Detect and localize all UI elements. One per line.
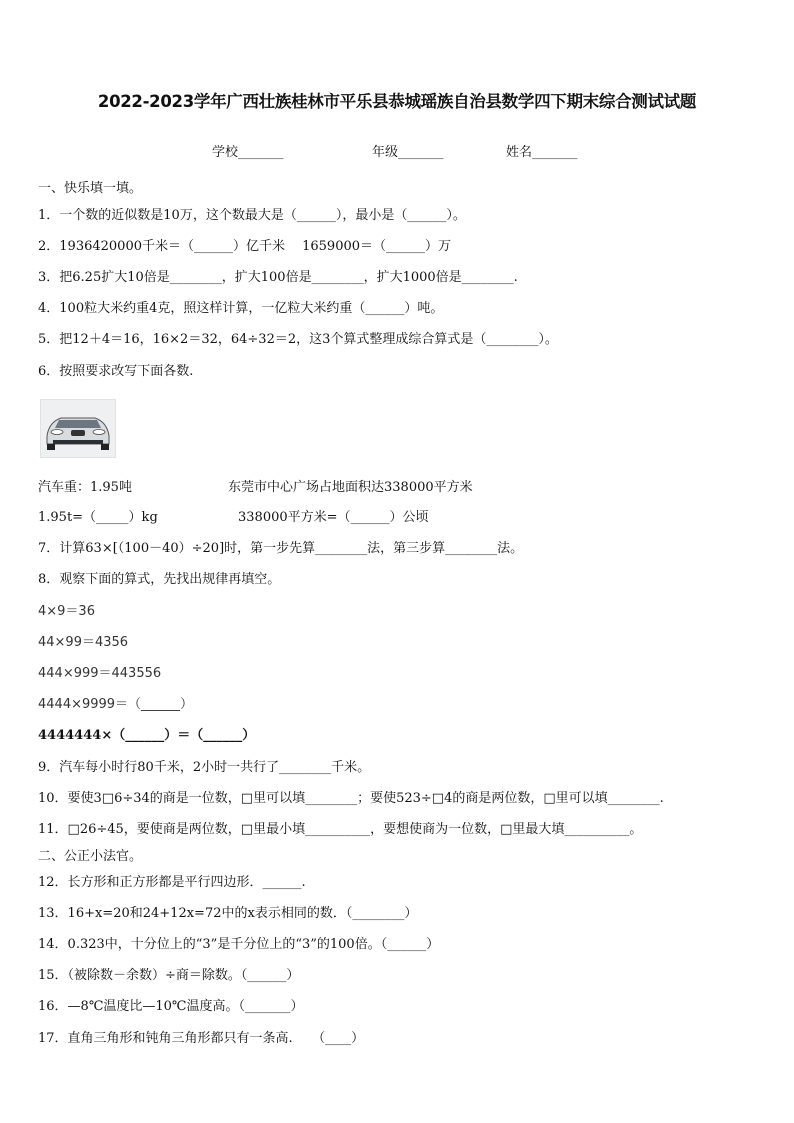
square-area-label: 东莞市中心广场占地面积达338000平方米 (228, 480, 473, 495)
pattern-equation-1: 4×9＝36 (38, 604, 95, 619)
question-14: 14．0.323中，十分位上的“3”是千分位上的“3”的100倍。（______） (38, 937, 440, 952)
car-photo (40, 399, 116, 458)
question-13: 13．16+x=20和24+12x=72中的x表示相同的数．（________） (38, 906, 418, 921)
question-17: 17．直角三角形和钝角三角形都只有一条高. （____） (38, 1031, 365, 1046)
pattern-equation-2: 44×99＝4356 (38, 635, 129, 650)
section-heading-judge: 二、公正小法官。 (38, 849, 143, 864)
question-9: 9．汽车每小时行80千米，2小时一共行了________千米。 (38, 760, 371, 775)
question-5: 5．把12＋4＝16，16×2＝32，64÷32＝2，这3个算式整理成综合算式是（________）。 (38, 332, 558, 347)
question-7: 7．计算63×[（100－40）÷20]时，第一步先算________法，第三步算________法。 (38, 541, 524, 556)
car-weight-label: 汽车重：1.95吨 (38, 480, 132, 495)
pattern-equation-3: 444×999＝443556 (38, 666, 162, 681)
area-conversion: 338000平方米=（______）公顷 (238, 510, 429, 525)
question-16: 16．—8℃温度比—10℃温度高。（_______） (38, 999, 304, 1014)
pattern-equation-4: 4444×9999＝（______） (38, 697, 194, 712)
name-field[interactable]: 姓名_______ (506, 145, 578, 160)
question-2: 2．1936420000千米＝（______）亿千米 1659000＝（______）万 (38, 239, 452, 254)
page-title: 2022-2023学年广西壮族桂林市平乐县恭城瑶族自治县数学四下期末综合测试试题 (97, 92, 697, 111)
school-field[interactable]: 学校_______ (212, 145, 284, 160)
grade-field[interactable]: 年级_______ (372, 145, 444, 160)
question-11: 11．□26÷45，要使商是两位数，□里最小填__________，要想使商为一位数，□里最大填__________。 (38, 822, 643, 837)
question-15: 15．（被除数－余数）÷商＝除数。（______） (38, 968, 300, 983)
question-8: 8．观察下面的算式，先找出规律再填空。 (38, 572, 281, 587)
section-heading-fill: 一、快乐填一填。 (38, 181, 143, 196)
question-10: 10．要使3□6÷34的商是一位数，□里可以填________；要使523÷□4的商是两位数，□里可以填________. (38, 791, 664, 806)
question-4: 4．100粒大米约重4克，照这样计算，一亿粒大米约重（______）吨。 (38, 301, 444, 316)
question-3: 3．把6.25扩大10倍是________，扩大100倍是________，扩大1000倍是________. (38, 270, 518, 285)
question-1: 1．一个数的近似数是10万，这个数最大是（______），最小是（______）。 (38, 208, 466, 223)
question-12: 12．长方形和正方形都是平行四边形．______. (38, 875, 306, 890)
pattern-equation-5: 4444444×（______）＝（______） (38, 728, 256, 743)
weight-conversion: 1.95t=（_____）kg (38, 510, 158, 525)
question-6: 6．按照要求改写下面各数. (38, 364, 194, 379)
